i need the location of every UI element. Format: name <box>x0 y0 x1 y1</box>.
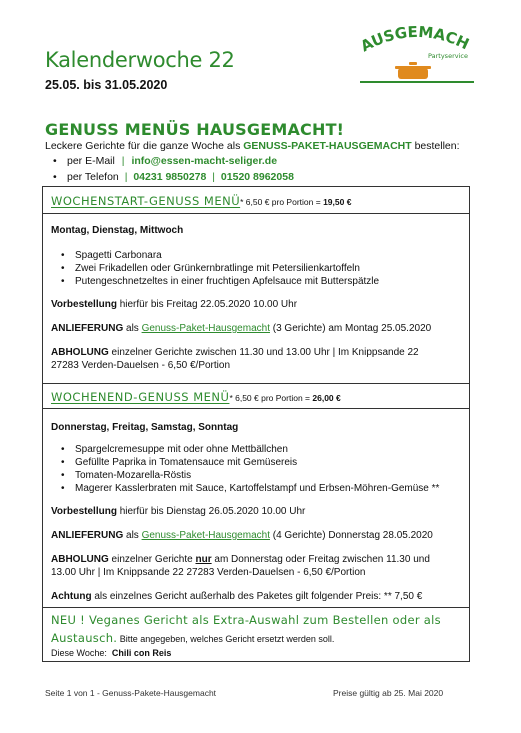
diese-woche: Diese Woche: Chili con Reis <box>51 648 172 658</box>
footer-right: Preise gültig ab 25. Mai 2020 <box>333 688 444 698</box>
intro-line: Leckere Gerichte für die ganze Woche als GENUSS-PAKET-HAUSGEMACHT bestellen: <box>45 140 460 152</box>
wochenend-dishes <box>51 443 461 495</box>
wochenend-days: Donnerstag, Freitag, Samstag, Sonntag <box>51 422 239 433</box>
dish-item: • Zwei Frikadellen oder Grünkernbratlinge mit Petersilienkartoffeln <box>75 262 461 275</box>
section-heading: GENUSS MENÜS HAUSGEMACHT! <box>45 120 345 139</box>
wochenend-header: WOCHENEND-GENUSS MENÜ* 6,50 € pro Portion = 26,00 € <box>42 383 470 409</box>
vegan-box: NEU ! Veganes Gericht als Extra-Auswahl zum Bestellen oder als Austausch. Bitte angegeben, welches Gericht ersetzt werden soll. Diese Woche: Chili con Reis <box>42 607 470 662</box>
wochenend-abholung: ABHOLUNG einzelner Gerichte nur am Donnerstag oder Freitag zwischen 11.30 und 13.00 Uhr | Im Knippsande 22 27283 Verden-Dauelsen - 6,50 €/Portion <box>51 554 430 578</box>
svg-text:HAUSGEMACHT! <box>358 20 472 55</box>
genuss-paket-link[interactable]: Genuss-Paket-Hausgemacht <box>141 530 270 541</box>
logo-subtext: Partyservice <box>428 52 468 60</box>
genuss-paket-link[interactable]: Genuss-Paket-Hausgemacht <box>141 323 270 334</box>
phone-1[interactable]: 04231 9850278 <box>133 171 207 183</box>
dish-item: • Gefüllte Paprika in Tomatensauce mit Gemüsereis <box>75 456 461 469</box>
dish-item: • Spargelcremesuppe mit oder ohne Mettbällchen <box>75 443 461 456</box>
footer-left: Seite 1 von 1 - Genuss-Pakete-Hausgemacht <box>45 688 217 698</box>
vegan-headline: NEU ! Veganes Gericht als Extra-Auswahl zum Bestellen oder als <box>51 613 441 627</box>
dish-item: • Magerer Kasslerbraten mit Sauce, Kartoffelstampf und Erbsen-Möhren-Gemüse ** <box>75 482 461 495</box>
wochenstart-abholung: ABHOLUNG einzelner Gerichte zwischen 11.30 und 13.00 Uhr | Im Knippsande 22 27283 Verden-Dauelsen - 6,50 €/Portion <box>51 347 419 371</box>
phone-2[interactable]: 01520 8962058 <box>220 171 294 183</box>
dish-item: • Putengeschnetzeltes in einer fruchtigen Apfelsauce mit Butterspätzle <box>75 275 461 288</box>
contact-email: • per E-Mail | info@essen-macht-seliger.de <box>45 155 294 171</box>
wochenstart-dishes <box>51 249 461 288</box>
dish-item: • Spagetti Carbonara <box>75 249 461 262</box>
wochenstart-header: WOCHENSTART-GENUSS MENÜ* 6,50 € pro Portion = 19,50 € <box>42 186 470 214</box>
hausgemacht-logo <box>358 20 476 92</box>
wochenstart-title: WOCHENSTART-GENUSS MENÜ <box>51 194 241 208</box>
page-title: Kalenderwoche 22 <box>45 48 235 72</box>
wochenstart-vorbestellung: Vorbestellung hierfür bis Freitag 22.05.2020 10.00 Uhr <box>51 299 298 310</box>
wochenend-title: WOCHENEND-GENUSS MENÜ <box>51 390 230 404</box>
wochenstart-days: Montag, Dienstag, Mittwoch <box>51 225 184 236</box>
email-link[interactable]: info@essen-macht-seliger.de <box>131 155 278 167</box>
contact-phone: • per Telefon | 04231 9850278 | 01520 8962058 <box>45 171 294 187</box>
wochenend-achtung: Achtung als einzelnes Gericht außerhalb des Paketes gilt folgender Preis: ** 7,50 € <box>51 591 423 602</box>
wochenstart-anlieferung: ANLIEFERUNG als Genuss-Paket-Hausgemacht (3 Gerichte) am Montag 25.05.2020 <box>51 323 432 334</box>
contact-list <box>45 153 294 187</box>
wochenend-body <box>42 408 470 608</box>
wochenend-vorbestellung: Vorbestellung hierfür bis Dienstag 26.05.2020 10.00 Uhr <box>51 506 306 517</box>
wochenstart-body <box>42 213 470 384</box>
wochenend-anlieferung: ANLIEFERUNG als Genuss-Paket-Hausgemacht (4 Gerichte) Donnerstag 28.05.2020 <box>51 530 433 541</box>
logo-text: AUSGEMACH <box>358 22 472 56</box>
dish-item: • Tomaten-Mozarella-Röstis <box>75 469 461 482</box>
date-range: 25.05. bis 31.05.2020 <box>45 78 168 92</box>
